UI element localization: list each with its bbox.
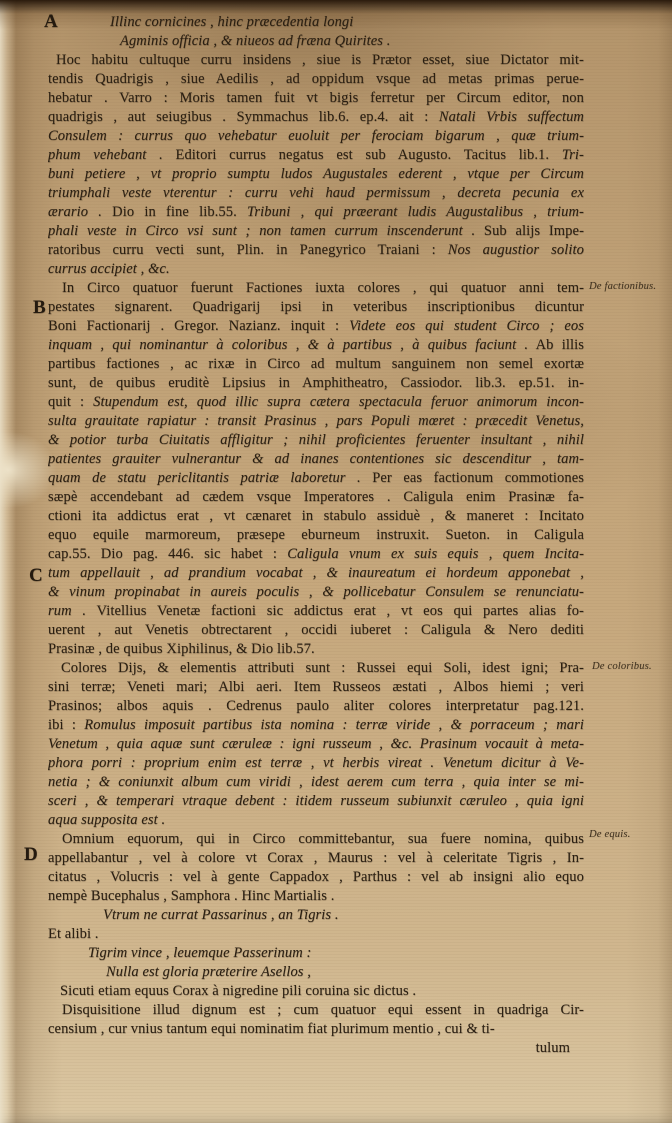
text-line <box>48 488 584 507</box>
text-line <box>48 70 584 89</box>
italic-text: Illinc cornicines , hinc præcedentia longi <box>110 14 354 30</box>
italic-text: inquam , qui nominantur à coloribus , & à partibus , à quibus faciunt . <box>48 337 529 353</box>
roman-text: censium , cur vnius tantum equi nominatim fiat plurimum mentio , cui & ti- <box>48 1021 495 1037</box>
roman-text: equo equile marmoreum, præsepe eburneum instruxit. Sueton. in Caligula <box>48 527 584 543</box>
text-line <box>48 640 584 659</box>
italic-text: rum . <box>48 603 87 619</box>
italic-text: & vinum propinabat in aureis poculis , & pollicebatur Consulem se renunciatu- <box>48 584 584 600</box>
italic-text: sulta grauitate rapiatur : transit Prasinus , pars Populi mœret : præcedit Venetus, <box>48 413 584 429</box>
margin-letter-c: C <box>29 565 43 586</box>
roman-text: quadrigis , aut seiugibus . Symmachus lib.6. ep.4. ait : <box>48 109 439 125</box>
text-line <box>48 583 584 602</box>
text-block <box>48 13 584 1058</box>
italic-text: Vtrum ne currat Passarinus , an Tigris . <box>103 907 339 923</box>
text-line <box>48 773 584 792</box>
text-line <box>48 849 584 868</box>
italic-text: & potior turba Ciuitatis affligitur ; nihil proficientes feruenter insultant , nihil <box>48 432 584 448</box>
text-line <box>48 89 584 108</box>
roman-text: Boni Factionarij . Gregor. Nazianz. inquit : <box>48 318 350 334</box>
margin-letter-b: B <box>33 297 46 318</box>
roman-text: partibus factiones , ac rixæ in Circo ad multum sanguinem non semel exortæ <box>48 356 584 372</box>
text-line <box>48 925 584 944</box>
text-line <box>48 336 584 355</box>
text-line <box>48 146 584 165</box>
italic-text: phora porri : proprium enim est terræ , vt herbis vireat . Venetum dicitur à Ve- <box>48 755 584 771</box>
italic-text: currus accipiet , &c. <box>48 261 170 277</box>
roman-text: ctioni ita addictus erat , vt cænaret in stabulo assiduè , & maneret : Incitato <box>48 508 584 524</box>
italic-text: Nos augustior solito <box>447 242 584 258</box>
italic-text: Consulem : currus quo vehebatur euoluit per ferociam bigarum , quæ trium- <box>48 128 584 144</box>
text-line <box>48 412 584 431</box>
text-line <box>48 241 584 260</box>
text-line <box>48 450 584 469</box>
text-line <box>48 431 584 450</box>
italic-text: Tri- <box>561 147 584 163</box>
text-line <box>48 469 584 488</box>
text-line <box>48 830 584 849</box>
italic-text: buni petiere , vt proprio sumptu ludos Augustales ederent , vtque per Circum <box>48 166 584 182</box>
margin-note-de-coloribus: De coloribus. <box>592 661 652 672</box>
text-line <box>48 108 584 127</box>
margin-note-de-factionibus: De factionibus. <box>589 281 657 292</box>
italic-text: netia ; & coniunxit album cum viridi , idest aerem cum terra , quia inter se mi- <box>48 774 584 790</box>
text-line <box>48 298 584 317</box>
text-line <box>48 906 584 925</box>
italic-text: patientes grauiter vulnerantur & ad inanes contentiones sic descenditur , tam- <box>48 451 584 467</box>
roman-text: In Circo quatuor fuerunt Factiones iuxta colores , qui quatuor anni tem- <box>62 280 584 296</box>
text-line <box>48 127 584 146</box>
roman-text: Dio in fine lib.55. <box>101 204 247 220</box>
text-line <box>48 374 584 393</box>
text-line <box>48 735 584 754</box>
roman-text: Hoc habitu cultuque curru insidens , siue is Prætor esset, siue Dictator mit- <box>56 52 584 68</box>
roman-text: citatus , Volucris : vel à gente Cappadox , Parthus : vel ab insigni alio equo <box>48 869 584 885</box>
italic-text: Agminis officia , & niueos ad fræna Quirites . <box>120 33 391 49</box>
text-line <box>48 697 584 716</box>
roman-text: Editori currus negatus est sub Augusto. Tacitus lib.1. <box>162 147 562 163</box>
roman-text: sæpè accendebant ad cædem vsque Imperatores . Caligula enim Prasinæ fa- <box>48 489 584 505</box>
roman-text: Vitellius Venetæ factioni sic addictus erat , vt eos qui partes alias fo- <box>86 603 584 619</box>
italic-text: phali veste in Circo vsi sunt ; non tamen currum inscenderunt . <box>48 223 476 239</box>
text-line <box>48 716 584 735</box>
roman-text: Colores Dijs, & elementis attributi sunt : Russei equi Soli, idest igni; Pra- <box>61 660 584 676</box>
text-line <box>48 868 584 887</box>
roman-text: quit : <box>48 394 94 410</box>
roman-text: Omnium equorum, qui in Circo committebantur, sua fuere nomina, quibus <box>62 831 584 847</box>
text-line <box>48 260 584 279</box>
italic-text: sceri , & temperari vtraque debent : itidem russeum subiunxit cæruleo , quia igni <box>48 793 584 809</box>
italic-text: Nulla est gloria præterire Asellos , <box>106 964 311 980</box>
text-line <box>48 659 584 678</box>
text-line <box>48 13 584 32</box>
text-line <box>48 1020 584 1039</box>
italic-text: Venetum , quia aquæ sunt cæruleæ : igni russeum , &c. Prasinum vocauit à meta- <box>48 736 584 752</box>
roman-text: Ab illis <box>528 337 584 353</box>
text-line <box>48 1039 584 1058</box>
roman-text: Per eas factionum commotiones <box>360 470 584 486</box>
roman-text: Prasinæ , de quibus Xiphilinus, & Dio lib.57. <box>48 641 315 657</box>
italic-text: Stupendum est, quod illic supra cætera spectacula feruor animorum incon- <box>93 394 584 410</box>
italic-text: aqua supposita est . <box>48 812 166 828</box>
text-line <box>48 279 584 298</box>
roman-text: Sicuti etiam equus Corax à nigredine pili coruina sic dictus . <box>60 983 417 999</box>
text-line <box>48 203 584 222</box>
italic-text: phum vehebant . <box>48 147 163 163</box>
text-line <box>48 507 584 526</box>
italic-text: Natali Vrbis suffectum <box>438 109 584 125</box>
italic-text: ærario . <box>48 204 102 220</box>
text-line <box>48 526 584 545</box>
text-line <box>48 963 584 982</box>
text-line <box>48 602 584 621</box>
text-line <box>48 1001 584 1020</box>
text-line <box>48 754 584 773</box>
roman-text: sini terræ; Veneti mari; Albi aeri. Item Russeos æstati , Albos hiemi ; veri <box>48 679 584 695</box>
roman-text: appellabantur , vel à colore vt Corax , Maurus : vel à celeritate Tigris , In- <box>48 850 584 866</box>
italic-text: tum appellauit , ad prandium vocabat , & inaureatum ei hordeum apponebat , <box>48 565 584 581</box>
italic-text: Tigrim vince , leuemque Passerinum : <box>88 945 312 961</box>
roman-text: pestates signarent. Quadrigarij ipsi in veteribus inscriptionibus dicuntur <box>48 299 584 315</box>
roman-text: Disquisitione illud dignum est ; cum quatuor equi essent in quadriga Cir- <box>62 1002 584 1018</box>
text-line <box>48 165 584 184</box>
italic-text: triumphali veste vterentur : curru vehi haud permissum , decreta pecunia ex <box>48 185 584 201</box>
text-line <box>48 355 584 374</box>
roman-text: Sub alijs Impe- <box>475 223 584 239</box>
text-line <box>48 184 584 203</box>
roman-text: ibi : <box>48 717 85 733</box>
margin-letter-d: D <box>24 844 38 865</box>
roman-text: hebatur . Varro : Moris tamen fuit vt bigis ferretur per Circum editor, non <box>48 90 584 106</box>
italic-text: Tribuni , qui præerant ludis Augustalibus , trium- <box>247 204 584 220</box>
text-line <box>48 51 584 70</box>
italic-text: Caligula vnum ex suis equis , quem Incita- <box>287 546 584 562</box>
margin-letter-a: A <box>44 11 58 32</box>
text-line <box>48 811 584 830</box>
text-line <box>48 982 584 1001</box>
text-line <box>48 678 584 697</box>
roman-text: nempè Bucephalus , Samphora . Hinc Martialis . <box>48 888 335 904</box>
italic-text: Videte eos qui student Circo ; eos <box>349 318 584 334</box>
roman-text: cap.55. Dio pag. 446. sic habet : <box>48 546 288 562</box>
text-line <box>48 944 584 963</box>
roman-text: sunt, de quibus eruditè Lipsius in Amphitheatro, Cassiodor. lib.3. ep.51. in- <box>48 375 584 391</box>
text-line <box>48 393 584 412</box>
text-line <box>48 222 584 241</box>
italic-text: quam de statu periclitantis patriæ laboretur . <box>48 470 361 486</box>
roman-text: uerent , aut Venetis obtrectarent , occidi iuberet : Caligula & Nero dediti <box>48 622 584 638</box>
text-line <box>48 32 584 51</box>
text-line <box>48 545 584 564</box>
roman-text: ratoribus curru vecti sunt, Plin. in Panegyrico Traiani : <box>48 242 448 258</box>
italic-text: Romulus imposuit partibus ista nomina : terræ viride , & porraceum ; mari <box>84 717 584 733</box>
roman-text: Et alibi . <box>48 926 99 942</box>
text-line <box>48 317 584 336</box>
text-line <box>48 564 584 583</box>
roman-text: tendis Quadrigis , siue Aedilis , ad oppidum vsque ad metas primas perue- <box>48 71 584 87</box>
text-line <box>48 621 584 640</box>
margin-note-de-equis: De equis. <box>589 829 631 840</box>
text-line <box>48 792 584 811</box>
text-line <box>48 887 584 906</box>
roman-text: Prasinos; albos aquis . Cedrenus paulo aliter colores interpretatur pag.121. <box>48 698 584 714</box>
roman-text: tulum <box>535 1040 570 1056</box>
